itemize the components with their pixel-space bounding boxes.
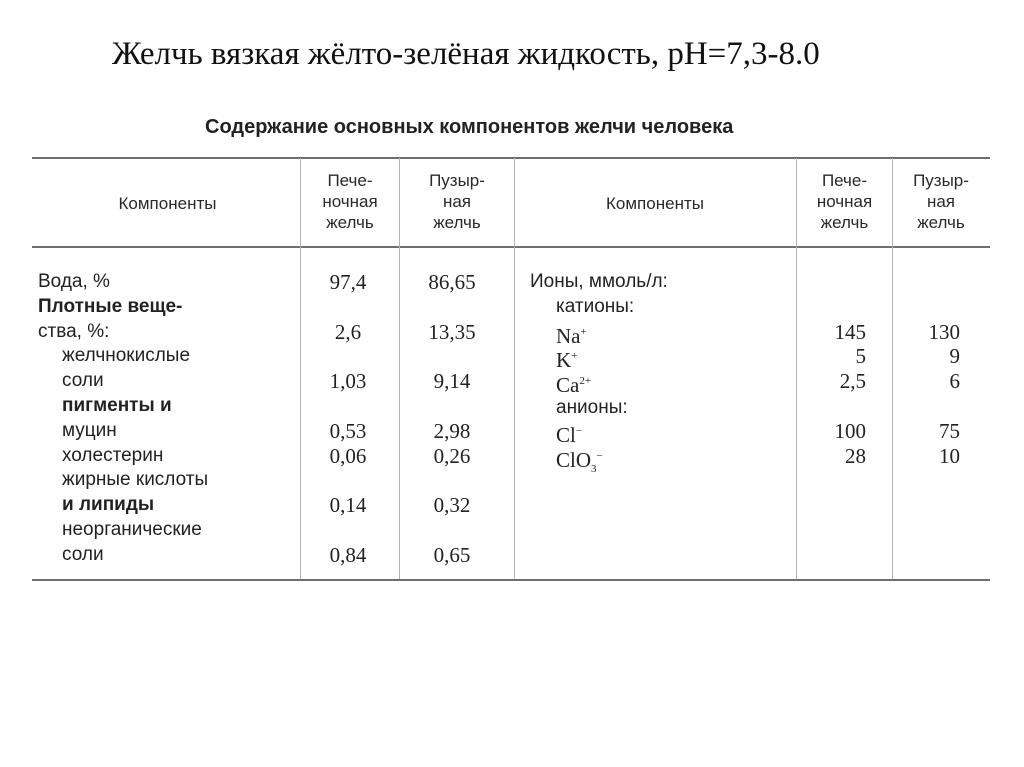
row-label: соли [62,544,104,565]
header-bottom-rule [32,246,990,248]
hepatic-value: 2,5 [839,369,866,393]
header-hepatic-bile-left: Пече- ночная желчь [322,171,378,232]
row-label: Плотные веще- [38,296,183,317]
hepatic-value: 28 [845,444,866,468]
bladder-value: 0,65 [433,543,471,567]
table-bottom-rule [32,579,990,581]
hepatic-value: 100 [834,419,866,443]
hepatic-value: 0,84 [329,543,367,567]
bladder-value: 86,65 [428,270,476,294]
hepatic-value: 2,6 [334,320,362,344]
bladder-value: 75 [939,419,960,443]
row-label: желчнокислые [62,345,191,366]
row-label: ства, %: [38,321,110,342]
table-top-rule [32,157,990,159]
hepatic-value: 5 [855,344,866,368]
row-label: и липиды [62,494,155,515]
bladder-value: 6 [949,369,960,393]
header-bladder-bile-left: Пузыр- ная желчь [429,171,485,232]
hepatic-value: 97,4 [329,270,367,294]
hepatic-value: 1,03 [329,369,367,393]
ion-formula: ClO$_3$− [556,448,603,476]
ion-formula: Cl− [556,423,583,447]
anions-label: анионы: [556,397,628,418]
header-components-left: Компоненты [118,194,217,213]
header-bladder-bile-right: Пузыр- ная желчь [913,171,969,232]
column-divider [514,158,515,579]
slide-title: Желчь вязкая жёлто-зелёная жидкость, pH=7,3-8.0 [112,36,820,72]
row-label: муцин [62,420,117,441]
table-caption: Содержание основных компонентов желчи человека [205,116,734,138]
row-label: соли [62,370,104,391]
column-divider [300,158,301,579]
row-label: холестерин [62,445,164,466]
ion-formula: K+ [556,348,578,372]
hepatic-value: 145 [834,320,866,344]
bladder-value: 2,98 [433,419,471,443]
ion-formula: Na+ [556,324,587,348]
bladder-value: 0,32 [433,493,471,517]
hepatic-value: 0,06 [329,444,367,468]
bladder-value: 9 [949,344,960,368]
header-hepatic-bile-right: Пече- ночная желчь [816,171,873,232]
bladder-value: 9,14 [433,369,471,393]
bladder-value: 13,35 [428,320,476,344]
header-components-right: Компоненты [606,194,704,213]
hepatic-value: 0,14 [329,493,367,517]
bladder-value: 0,26 [433,444,471,468]
column-divider [399,158,400,579]
row-label: жирные кислоты [62,469,209,490]
bladder-value: 130 [928,320,960,344]
row-label: неорганические [62,519,202,540]
ions-label: Ионы, ммоль/л: [530,271,668,292]
bladder-value: 10 [939,444,960,468]
ion-formula: $Ca^{2+}$ [556,373,592,397]
hepatic-value: 0,53 [329,419,367,443]
row-label: пигменты и [62,395,172,416]
row-label: Вода, % [38,271,110,292]
cations-label: катионы: [556,296,635,317]
